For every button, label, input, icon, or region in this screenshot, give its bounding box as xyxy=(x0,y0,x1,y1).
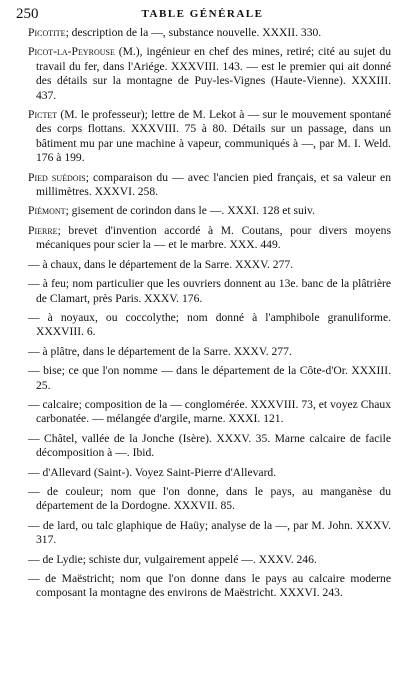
entry-text: (M.), ingénieur en chef des mines, retiré; cité au sujet du travail du fer, dans l'Ariége. XXXVIII. 143. — est le premier qui ait donné des détails sur la montagne de Puy-les-Vignes (Haute-Vienne). XXXIII. 437. xyxy=(36,45,391,102)
entry-text: — calcaire; composition de la — conglomérée. XXXVIII. 73, et voyez Chaux carbonatée. — mélangée d'argile, marne. XXXI. 121. xyxy=(28,397,391,426)
index-subentry xyxy=(28,364,391,393)
entry-text: — d'Allevard (Saint-). Voyez Saint-Pierre d'Allevard. xyxy=(28,465,277,479)
index-subentry xyxy=(28,345,391,359)
entry-text: (M. le professeur); lettre de M. Lekot à — sur le mouvement spontané des corps flottans. XXXVIII. 75 à 80. Détails sur un passage, dans un bâtiment mu par une machine à vapeur, communiqués à —, par M. I. Weld. 176 à 199. xyxy=(36,108,391,165)
entry-heading: Piémont xyxy=(28,204,66,218)
entry-text: ; gisement de corindon dans le —. XXXI. 128 et suiv. xyxy=(65,204,315,218)
entry-text: ; brevet d'invention accordé à M. Coutans, pour divers moyens mécaniques pour scier la — et le marbre. XXX. 449. xyxy=(36,223,391,252)
index-subentry xyxy=(28,311,391,340)
entry-text: — de Maëstricht; nom que l'on donne dans le pays au calcaire moderne composant la montagne des environs de Maëstricht. XXXVI. 243. xyxy=(28,572,391,600)
entry-heading: Picotite xyxy=(28,26,66,39)
index-subentry xyxy=(28,572,391,601)
entry-text: — à feu; nom particulier que les ouvriers donnent au 13e. banc de la plâtrière de Clamart, près Paris. XXXV. 176. xyxy=(28,277,391,305)
entry-text: — de lard, ou talc glaphique de Haüy; analyse de la —, par M. John. XXXV. 317. xyxy=(28,518,391,547)
index-entries xyxy=(28,26,391,606)
entry-heading: Picot-la-Peyrouse xyxy=(28,45,115,59)
page-header xyxy=(10,6,395,26)
entry-text: — à chaux, dans le département de la Sarre. XXXV. 277. xyxy=(28,257,294,271)
index-entry xyxy=(28,45,391,103)
entry-heading: Pictet xyxy=(28,108,58,122)
entry-text: — de Lydie; schiste dur, vulgairement appelé —. XXXV. 246. xyxy=(28,552,317,566)
entry-text: — à noyaux, ou coccolythe; nom donné à l'amphibole granuliforme. XXXVIII. 6. xyxy=(28,310,391,339)
index-subentry xyxy=(28,466,391,480)
page-number: 250 xyxy=(16,6,39,22)
index-subentry xyxy=(28,519,391,548)
index-subentry xyxy=(28,398,391,427)
index-entry xyxy=(28,26,391,40)
index-entry xyxy=(28,224,391,253)
running-title: TABLE GÉNÉRALE xyxy=(141,8,264,20)
index-entry xyxy=(28,171,391,200)
entry-text: ; description de la —, substance nouvelle. XXXII. 330. xyxy=(65,26,322,39)
index-subentry xyxy=(28,485,391,514)
entry-text: — Châtel, vallée de la Jonche (Isère). XXXV. 35. Marne calcaire de facile décomposition à —. Ibid. xyxy=(28,431,391,460)
index-subentry xyxy=(28,432,391,461)
index-subentry xyxy=(28,553,391,567)
index-entry xyxy=(28,108,391,166)
entry-heading: Pierre xyxy=(28,223,58,237)
entry-text: — à plâtre, dans le département de la Sarre. XXXV. 277. xyxy=(28,344,292,358)
index-entry xyxy=(28,204,391,218)
entry-heading: Pied suédois xyxy=(28,170,86,184)
entry-text: ; comparaison du — avec l'ancien pied français, et sa valeur en millimètres. XXXVI. 258. xyxy=(36,170,391,199)
index-subentry xyxy=(28,258,391,272)
entry-text: — de couleur; nom que l'on donne, dans le pays, au manganèse du département de la Dordogne. XXXVII. 85. xyxy=(28,484,391,513)
index-subentry xyxy=(28,277,391,306)
entry-text: — bise; ce que l'on nomme — dans le département de la Côte-d'Or. XXXIII. 25. xyxy=(28,364,391,392)
